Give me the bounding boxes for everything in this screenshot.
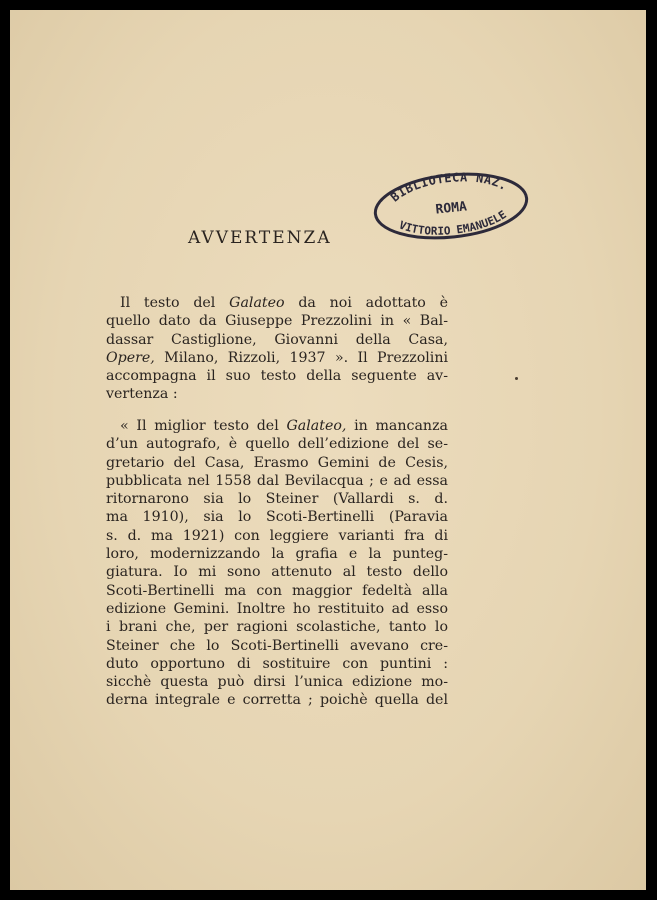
intro-line-1-start: Il testo del: [120, 295, 230, 311]
quote-line: derna integrale e corretta ; poichè quella del: [106, 692, 448, 709]
intro-line-4-end: Milano, Rizzoli, 1937 ». Il Prezzolini: [154, 349, 448, 366]
stamp-middle-text: ROMA: [434, 199, 468, 218]
quote-line: edizione Gemini. Inoltre ho restituito ad esso: [106, 600, 448, 617]
quote-line-1: [106, 417, 448, 435]
stamp-bottom-text: VITTORIO EMANUELE: [397, 208, 509, 238]
svg-text:BIBLIOTECA NAZ.: [386, 165, 511, 206]
quote-line: gretario del Casa, Erasmo Gemini de Cesis,: [106, 454, 448, 471]
intro-paragraph: [106, 294, 448, 404]
quote-line: sicchè questa può dirsi l’unica edizione mo-: [106, 674, 448, 691]
quote-line: pubblicata nel 1558 dal Bevilacqua ; e ad essa: [106, 472, 448, 489]
quote-line: s. d. ma 1921) con leggiere varianti fra di: [106, 527, 448, 544]
intro-line-1-end: da noi adottato è: [284, 295, 448, 311]
quote-line: Scoti-Bertinelli ma con maggior fedeltà alla: [106, 582, 448, 599]
intro-line-6: vertenza :: [106, 386, 178, 403]
quote-line: d’un autografo, è quello dell’edizione del se-: [106, 436, 448, 453]
intro-line-4: [106, 349, 448, 367]
intro-title-galateo: Galateo: [229, 295, 285, 311]
quote-line: ma 1910), sia lo Scoti-Bertinelli (Paravia: [106, 509, 448, 526]
quote-line-1-end: in mancanza: [346, 418, 448, 434]
paper-speck: [515, 377, 518, 380]
intro-line-1: [106, 294, 448, 312]
quote-line-1-start: « Il miglior testo del: [120, 418, 287, 434]
stamp-top-text: BIBLIOTECA NAZ.: [387, 170, 511, 205]
library-stamp: [369, 164, 533, 248]
quote-line: i brani che, per ragioni scolastiche, tanto lo: [106, 619, 448, 636]
quote-title-galateo: Galateo,: [286, 418, 347, 434]
quote-line: giatura. Io mi sono attenuto al testo dello: [106, 564, 448, 581]
document-page: [10, 10, 646, 890]
intro-line-3: dassar Castiglione, Giovanni della Casa,: [106, 331, 448, 348]
quote-line: ritornarono sia lo Steiner (Vallardi s. d.: [106, 491, 448, 508]
intro-line-2: quello dato da Giuseppe Prezzolini in « Bal-: [106, 313, 448, 330]
quote-paragraph: [106, 417, 448, 710]
quote-line: Steiner che lo Scoti-Bertinelli avevano cre-: [106, 637, 448, 654]
library-stamp-graphic: [369, 164, 533, 248]
page-title: AVVERTENZA: [188, 228, 332, 248]
intro-line-5: accompagna il suo testo della seguente av-: [106, 368, 448, 385]
quote-line: duto opportuno di sostituire con puntini :: [106, 655, 448, 672]
intro-title-opere: Opere,: [106, 349, 155, 366]
quote-line: loro, modernizzando la grafia e la punteg-: [106, 546, 448, 563]
